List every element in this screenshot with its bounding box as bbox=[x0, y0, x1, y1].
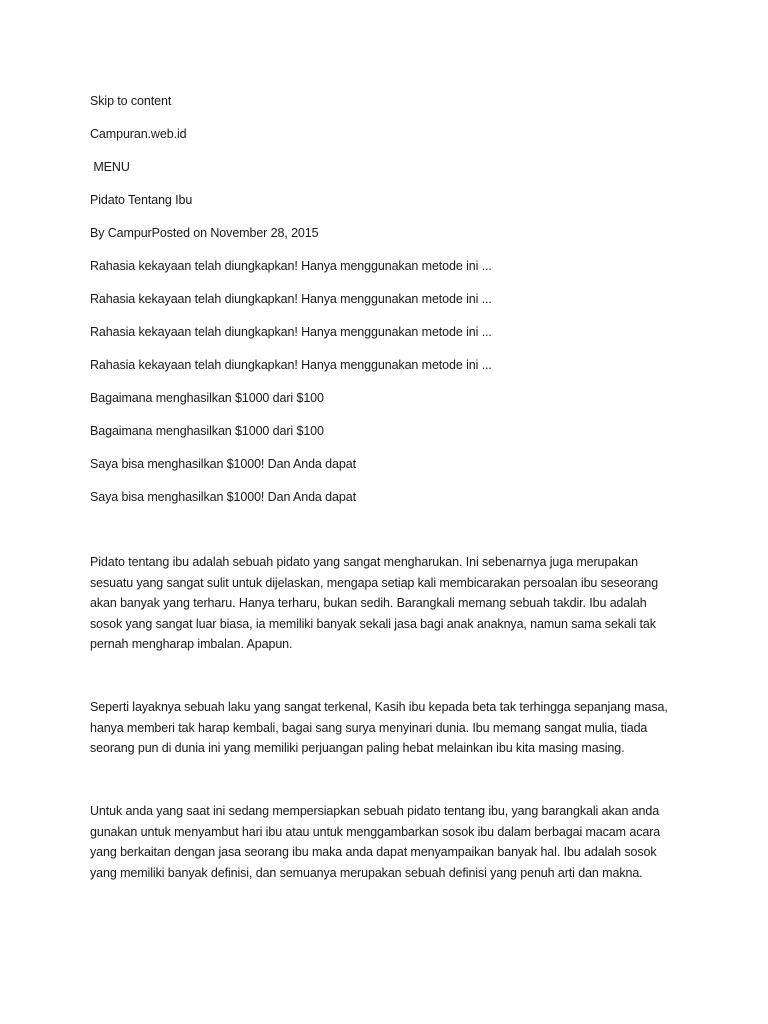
ad-link[interactable]: Saya bisa menghasilkan $1000! Dan Anda dapat bbox=[90, 490, 356, 504]
ad-link[interactable]: Rahasia kekayaan telah diungkapkan! Hanya menggunakan metode ini ... bbox=[90, 292, 492, 306]
menu-button[interactable]: MENU bbox=[90, 160, 130, 174]
body-paragraph: Seperti layaknya sebuah laku yang sangat terkenal, Kasih ibu kepada beta tak terhingga sepanjang masa, hanya memberi tak harap kembali, bagai sang surya menyinari dunia. Ibu memang sangat mulia, tiada seorang pun di dunia ini yang memiliki perjuangan paling hebat melainkan ibu kita masing masing. bbox=[90, 700, 668, 756]
ad-link[interactable]: Rahasia kekayaan telah diungkapkan! Hanya menggunakan metode ini ... bbox=[90, 259, 492, 273]
site-name-link[interactable]: Campuran.web.id bbox=[90, 127, 187, 141]
body-paragraph: Pidato tentang ibu adalah sebuah pidato yang sangat mengharukan. Ini sebenarnya juga merupakan sesuatu yang sangat sulit untuk dijelaskan, mengapa setiap kali membicarakan persoalan ibu seseorang akan banyak yang terharu. Hanya terharu, bukan sedih. Barangkali memang sebuah takdir. Ibu adalah sosok yang sangat luar biasa, ia memiliki banyak sekali jasa bagi anak anaknya, namun sama sekali tak pernah mengharap imbalan. Apapun. bbox=[90, 555, 659, 652]
ad-link[interactable]: Rahasia kekayaan telah diungkapkan! Hanya menggunakan metode ini ... bbox=[90, 325, 492, 339]
ad-link[interactable]: Rahasia kekayaan telah diungkapkan! Hanya menggunakan metode ini ... bbox=[90, 358, 492, 372]
ad-link[interactable]: Bagaimana menghasilkan $1000 dari $100 bbox=[90, 424, 324, 438]
skip-to-content-link[interactable]: Skip to content bbox=[90, 94, 172, 108]
body-paragraph: Untuk anda yang saat ini sedang mempersiapkan sebuah pidato tentang ibu, yang barangkali akan anda gunakan untuk menyambut hari ibu atau untuk menggambarkan sosok ibu dalam berbagai macam acara yang berkaitan dengan jasa seorang ibu maka anda dapat menyampaikan banyak hal. Ibu adalah sosok yang memiliki banyak definisi, dan semuanya merupakan sebuah definisi yang penuh arti dan makna. bbox=[90, 804, 661, 880]
page-title: Pidato Tentang Ibu bbox=[90, 193, 193, 207]
ad-link[interactable]: Bagaimana menghasilkan $1000 dari $100 bbox=[90, 391, 324, 405]
ad-link[interactable]: Saya bisa menghasilkan $1000! Dan Anda dapat bbox=[90, 457, 356, 471]
post-byline: By CampurPosted on November 28, 2015 bbox=[90, 226, 319, 240]
